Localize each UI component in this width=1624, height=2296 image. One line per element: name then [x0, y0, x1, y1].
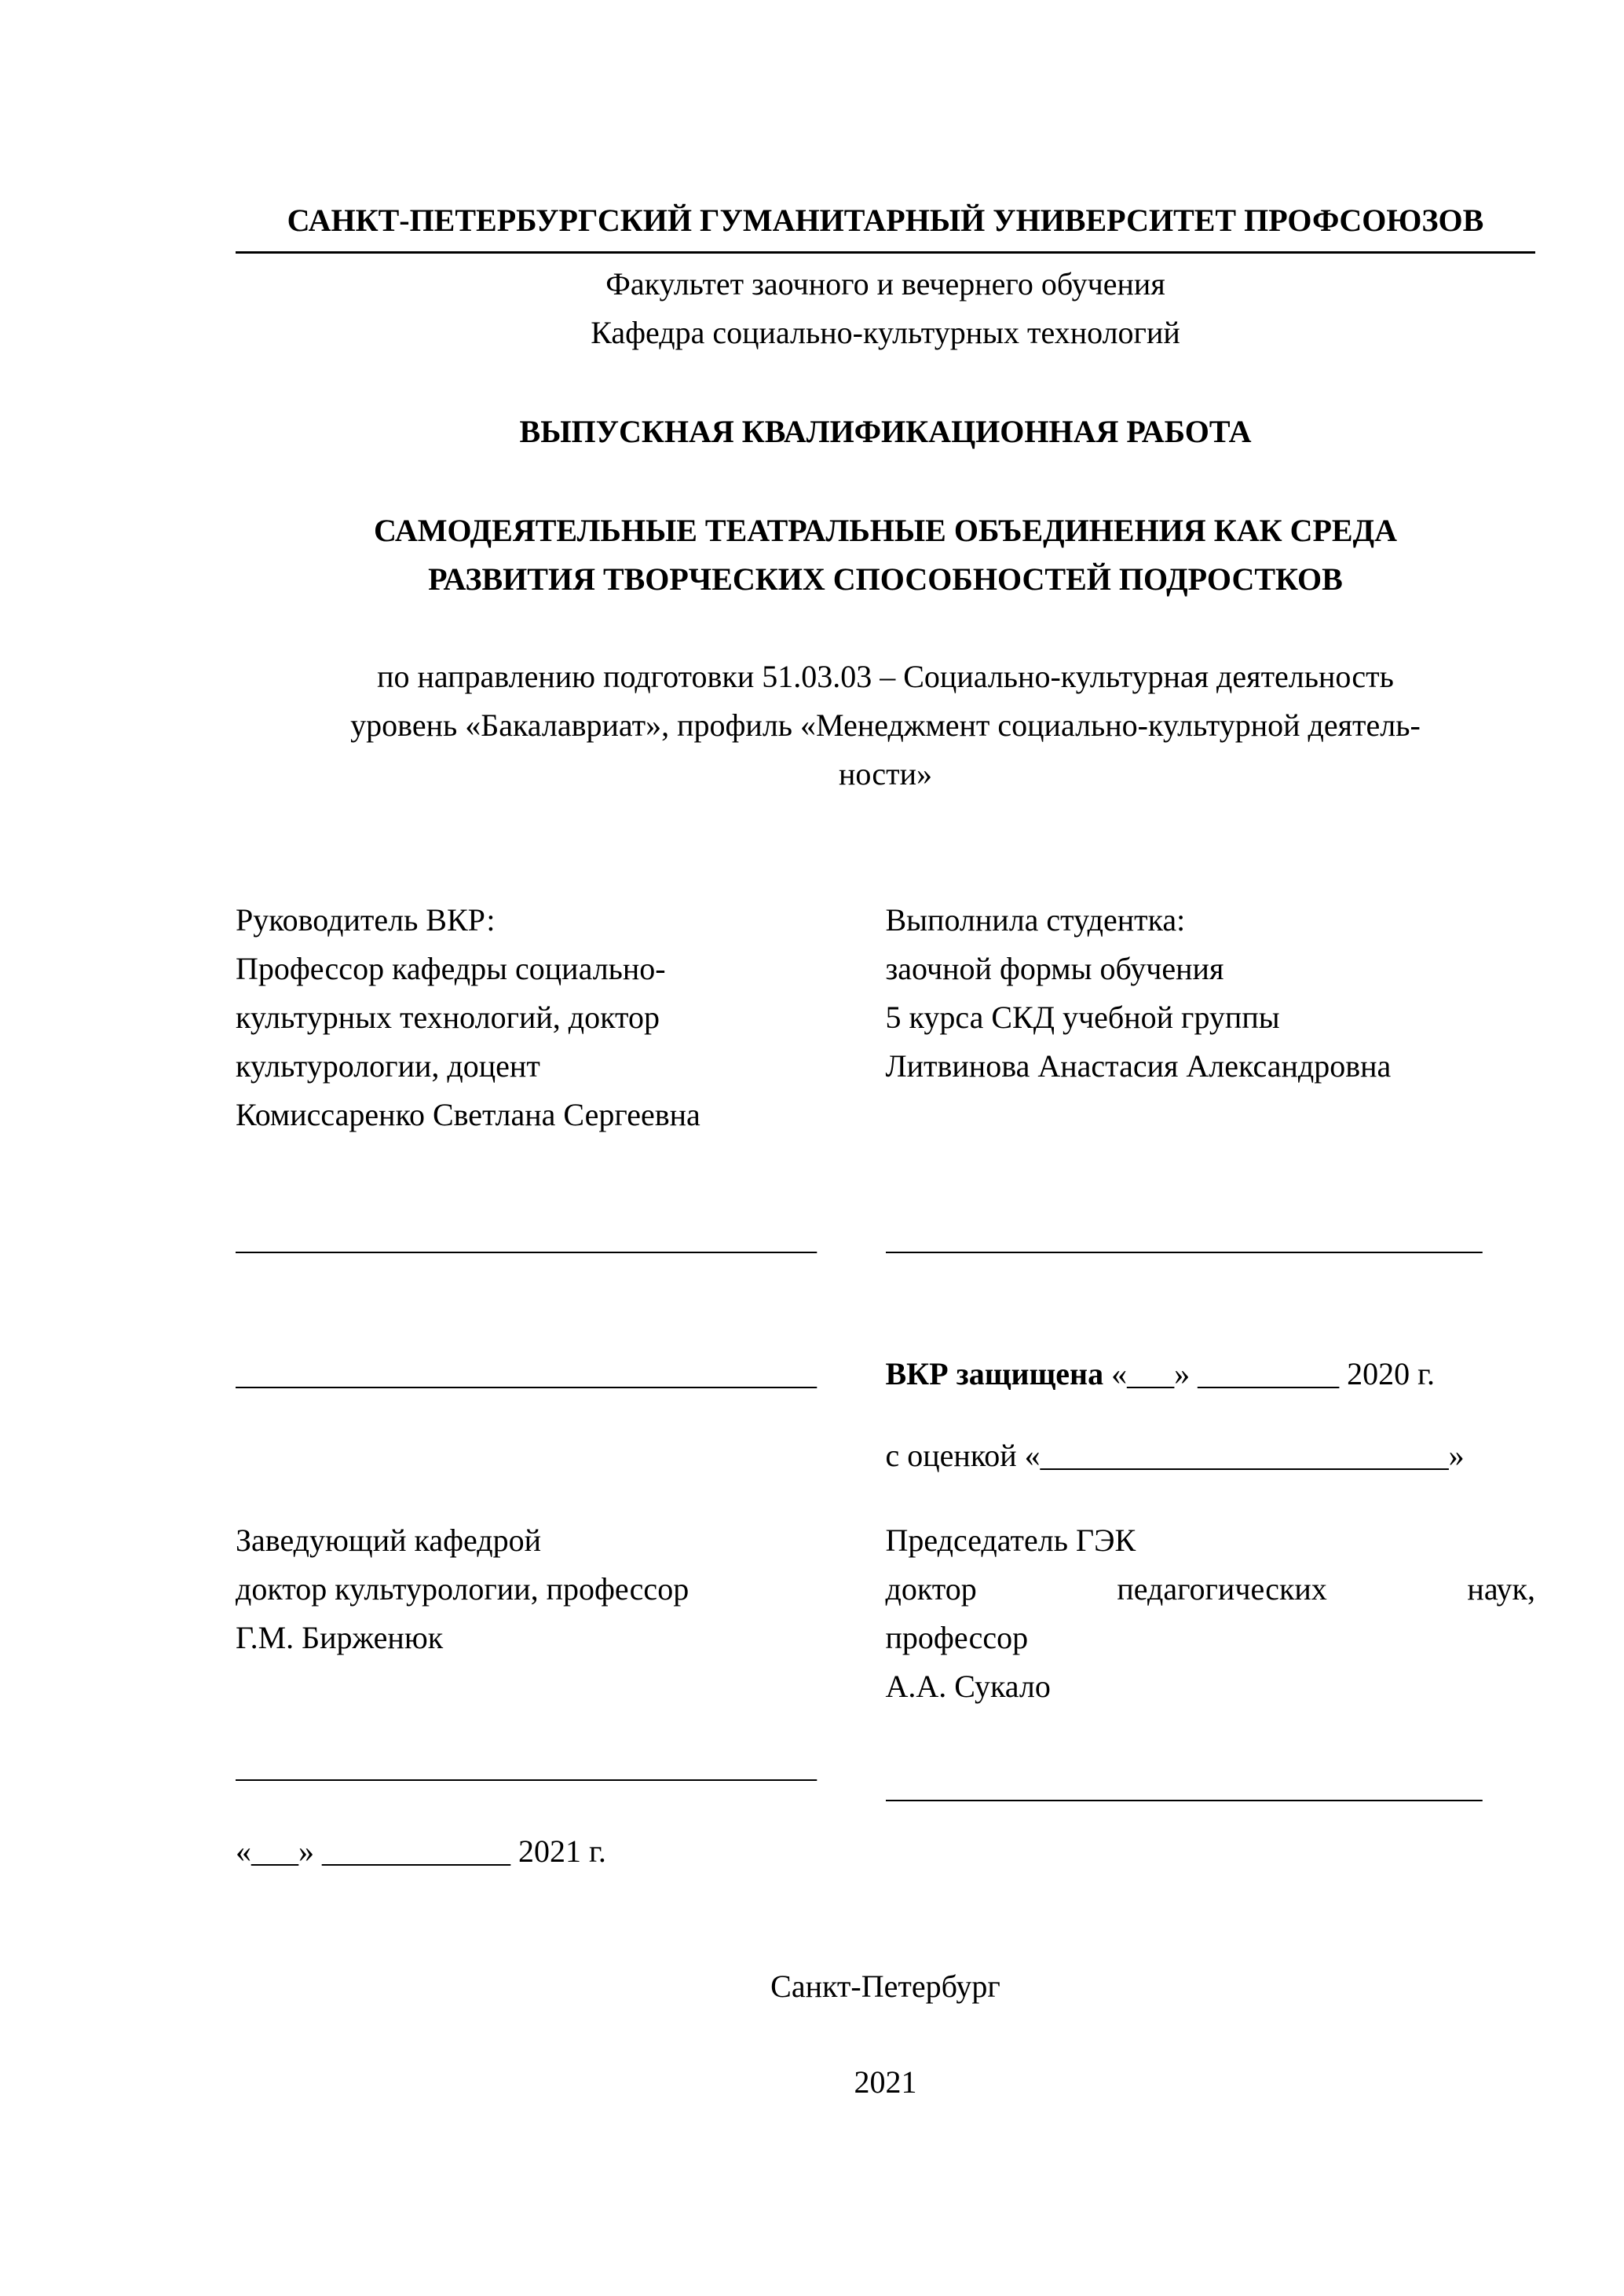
thesis-title-line: САМОДЕЯТЕЛЬНЫЕ ТЕАТРАЛЬНЫЕ ОБЪЕДИНЕНИЯ КАК СРЕДА — [374, 513, 1397, 548]
gek-chair-degree-line: доктор педагогических наук, — [885, 1571, 1535, 1607]
faculty-line: Факультет заочного и вечернего обучения — [605, 266, 1165, 302]
student-block — [886, 896, 1536, 1091]
program-info — [236, 653, 1535, 799]
department-head-line: доктор культурологии, профессор — [236, 1571, 689, 1607]
signature-row-2 — [236, 1742, 1535, 1812]
program-line: уровень «Бакалавриат», профиль «Менеджмент социально-культурной деятель- — [350, 707, 1421, 743]
supervisor-line: Профессор кафедры социально- — [236, 951, 666, 986]
department-head-block — [236, 1516, 859, 1662]
program-line: по направлению подготовки 51.03.03 – Социально-культурная деятельность — [377, 659, 1394, 694]
grade-row — [236, 1431, 1535, 1480]
department-head-line: Заведующий кафедрой — [236, 1523, 542, 1558]
officials-row — [236, 1516, 1535, 1711]
work-type-heading: ВЫПУСКНАЯ КВАЛИФИКАЦИОННАЯ РАБОТА — [519, 414, 1252, 449]
university-name: САНКТ-ПЕТЕРБУРГСКИЙ ГУМАНИТАРНЫЙ УНИВЕРСИТЕТ ПРОФСОЮЗОВ — [236, 196, 1535, 254]
people-block — [236, 896, 1535, 1139]
student-line: 5 курса СКД учебной группы — [885, 1000, 1280, 1035]
gek-chair-signature-line: ______________________________________ — [885, 1769, 1483, 1804]
department-head-name: Г.М. Бирженюк — [236, 1620, 444, 1655]
supervisor-block — [236, 896, 859, 1139]
gek-chair-block — [886, 1516, 1536, 1711]
defense-label: ВКР защищена — [885, 1356, 1104, 1391]
supervisor-line: культурологии, доцент — [236, 1048, 540, 1084]
supervisor-signature-line: _____________________________________ — [236, 1221, 817, 1256]
left-signature-line-2: _____________________________________ — [236, 1356, 817, 1391]
supervisor-line: культурных технологий, доктор — [236, 1000, 660, 1035]
department-head-signature-line: _____________________________________ — [236, 1749, 817, 1784]
city-line: Санкт-Петербург — [770, 1969, 1000, 2004]
gek-chair-rank-line: профессор — [885, 1620, 1029, 1655]
thesis-title-line: РАЗВИТИЯ ТВОРЧЕСКИХ СПОСОБНОСТЕЙ ПОДРОСТКОВ — [428, 561, 1343, 597]
year-line: 2021 — [854, 2064, 917, 2100]
defense-row — [236, 1350, 1535, 1398]
thesis-title — [236, 506, 1535, 604]
defense-line — [886, 1350, 1536, 1398]
gek-chair-name: А.А. Сукало — [885, 1669, 1051, 1704]
defense-date-blank: «___» _________ 2020 г. — [1103, 1356, 1435, 1391]
supervisor-name: Комиссаренко Светлана Сергеевна — [236, 1097, 700, 1132]
student-line: заочной формы обучения — [885, 951, 1224, 986]
signature-row-1 — [236, 1215, 1535, 1263]
grade-line: с оценкой «__________________________» — [885, 1438, 1465, 1473]
student-line: Выполнила студентка: — [885, 902, 1186, 938]
student-name: Литвинова Анастасия Александровна — [885, 1048, 1392, 1084]
gek-chair-title: Председатель ГЭК — [885, 1523, 1136, 1558]
student-signature-line: ______________________________________ — [885, 1221, 1483, 1256]
department-line: Кафедра социально-культурных технологий — [591, 315, 1180, 350]
date-line: «___» ____________ 2021 г. — [236, 1834, 606, 1869]
program-line: ности» — [838, 756, 933, 792]
supervisor-line: Руководитель ВКР: — [236, 902, 496, 938]
